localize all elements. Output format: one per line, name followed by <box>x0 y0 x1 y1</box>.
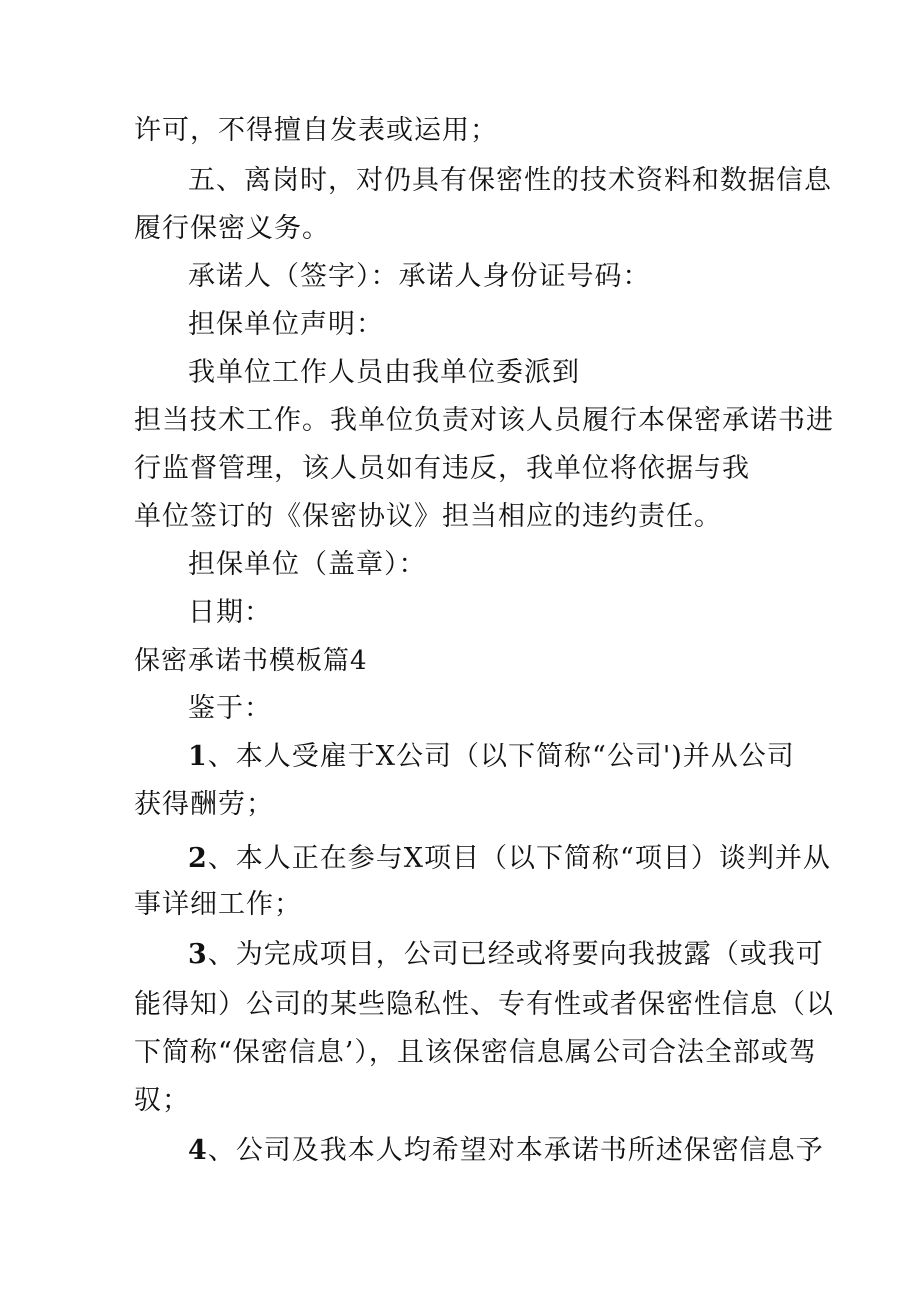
body-line: 事详细工作； <box>134 889 302 920</box>
stamp-line: 担保单位（盖章）： <box>188 549 427 580</box>
list-item-number: 2 <box>188 843 208 874</box>
body-line: 鉴于： <box>188 693 272 724</box>
list-item-text: 、公司及我本人均希望对本承诺书所述保密信息予 <box>207 1135 824 1166</box>
body-line: 驭； <box>134 1085 190 1116</box>
body-line: 许可，不得擅自发表或运用； <box>134 115 498 146</box>
body-line: 履行保密义务。 <box>134 213 330 244</box>
body-line: 能得知）公司的某些隐私性、专有性或者保密性信息（以 <box>134 989 834 1020</box>
body-line: 五、离岗时，对仍具有保密性的技术资料和数据信息 <box>188 165 832 196</box>
body-line: 单位签订的《保密协议》担当相应的违约责任。 <box>134 501 722 532</box>
body-line: 下简称“保密信息’），且该保密信息属公司合法全部或驾 <box>134 1037 817 1068</box>
list-item-number: 1 <box>188 741 208 772</box>
body-line: 获得酬劳； <box>134 789 274 820</box>
list-item <box>188 840 831 878</box>
date-line: 日期： <box>188 597 272 628</box>
list-item-text: 、为完成项目，公司已经或将要向我披露（或我可 <box>207 939 824 970</box>
signature-line: 承诺人（签字）：承诺人身份证号码： <box>188 261 651 292</box>
section-heading: 保密承诺书模板篇4 <box>134 646 368 676</box>
list-item <box>188 738 795 776</box>
body-line: 担当技术工作。我单位负责对该人员履行本保密承诺书进 <box>134 405 834 436</box>
body-line: 我单位工作人员由我单位委派到 <box>188 357 580 388</box>
list-item-text: 、本人受雇于X公司（以下简称“公司')并从公司 <box>207 741 795 772</box>
body-line: 担保单位声明： <box>188 309 384 340</box>
list-item <box>188 936 824 974</box>
list-item <box>188 1132 824 1170</box>
list-item-text: 、本人正在参与X项目（以下简称“项目）谈判并从 <box>207 843 831 874</box>
body-line: 行监督管理，该人员如有违反，我单位将依据与我 <box>134 453 750 484</box>
list-item-number: 3 <box>188 939 208 970</box>
list-item-number: 4 <box>188 1135 208 1166</box>
